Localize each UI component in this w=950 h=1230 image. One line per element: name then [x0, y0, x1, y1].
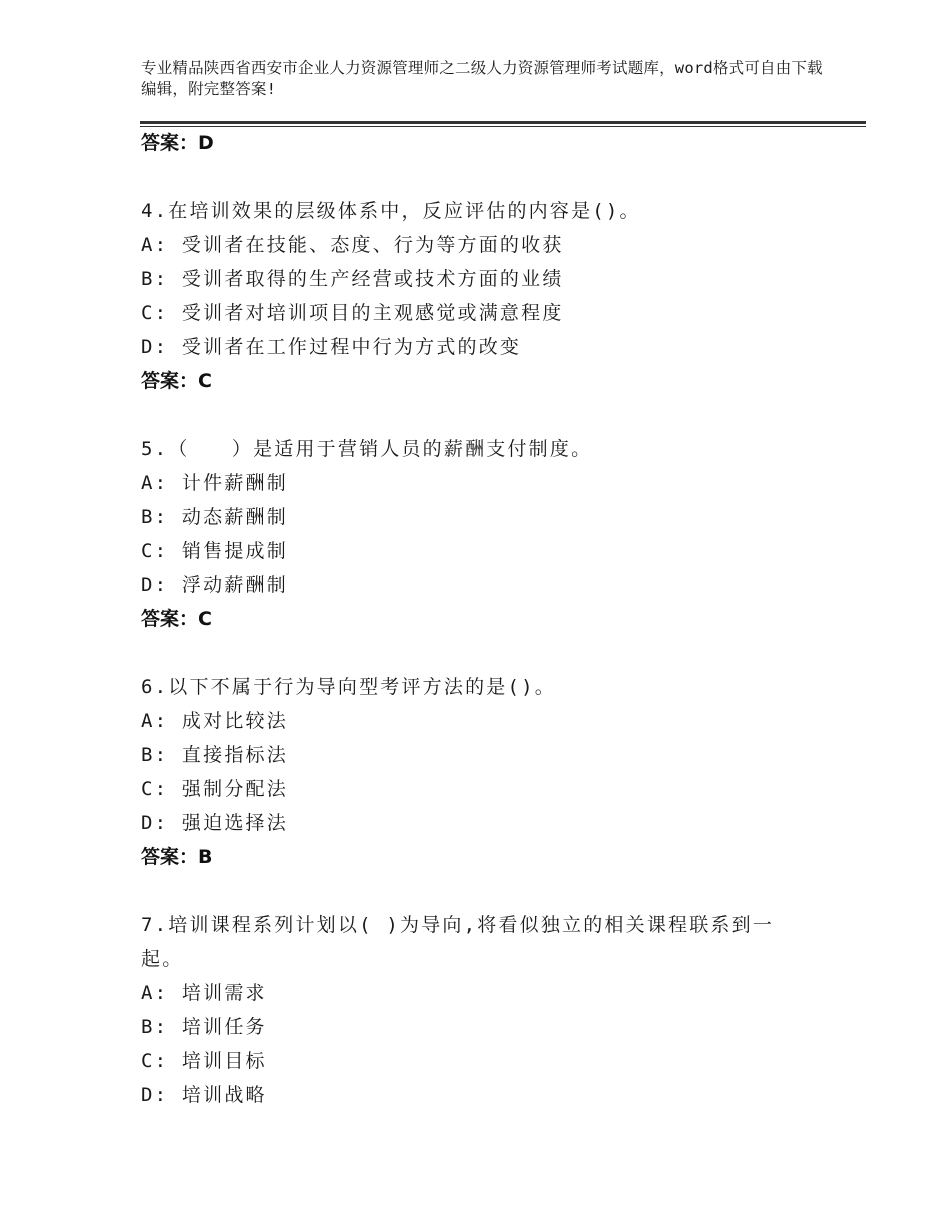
question-block — [141, 908, 841, 1112]
question-block — [141, 194, 841, 398]
option-c: C: 受训者对培训项目的主观感觉或满意程度 — [141, 302, 564, 324]
option-c: C: 培训目标 — [141, 1050, 267, 1072]
option-d: D: 受训者在工作过程中行为方式的改变 — [141, 336, 522, 358]
question-text: 4.在培训效果的层级体系中，反应评估的内容是()。 — [141, 200, 641, 222]
answer-line: 答案：C — [141, 608, 212, 630]
option-c: C: 销售提成制 — [141, 540, 288, 562]
document-header: 专业精品陕西省西安市企业人力资源管理师之二级人力资源管理师考试题库，word格式可自由下载编辑，附完整答案! — [141, 59, 823, 98]
question-block — [141, 432, 841, 636]
answer-line: 答案：D — [141, 132, 214, 154]
option-d: D: 培训战略 — [141, 1084, 267, 1106]
header-rule-thick — [140, 121, 866, 124]
option-d: D: 浮动薪酬制 — [141, 574, 288, 596]
option-d: D: 强迫选择法 — [141, 812, 288, 834]
option-b: B: 动态薪酬制 — [141, 506, 288, 528]
option-c: C: 强制分配法 — [141, 778, 288, 800]
option-a: A: 成对比较法 — [141, 710, 288, 732]
option-b: B: 培训任务 — [141, 1016, 267, 1038]
option-b: B: 直接指标法 — [141, 744, 288, 766]
question-text: 6.以下不属于行为导向型考评方法的是()。 — [141, 676, 556, 698]
question-text: 5.（ ）是适用于营销人员的薪酬支付制度。 — [141, 438, 593, 460]
option-a: A: 受训者在技能、态度、行为等方面的收获 — [141, 234, 564, 256]
question-list — [141, 126, 841, 1112]
option-a: A: 计件薪酬制 — [141, 472, 288, 494]
question-block — [141, 670, 841, 874]
answer-line: 答案：B — [141, 846, 213, 868]
answer-line: 答案：C — [141, 370, 212, 392]
option-b: B: 受训者取得的生产经营或技术方面的业绩 — [141, 268, 564, 290]
question-text: 7.培训课程系列计划以( )为导向,将看似独立的相关课程联系到一起。 — [141, 914, 775, 970]
option-a: A: 培训需求 — [141, 982, 267, 1004]
